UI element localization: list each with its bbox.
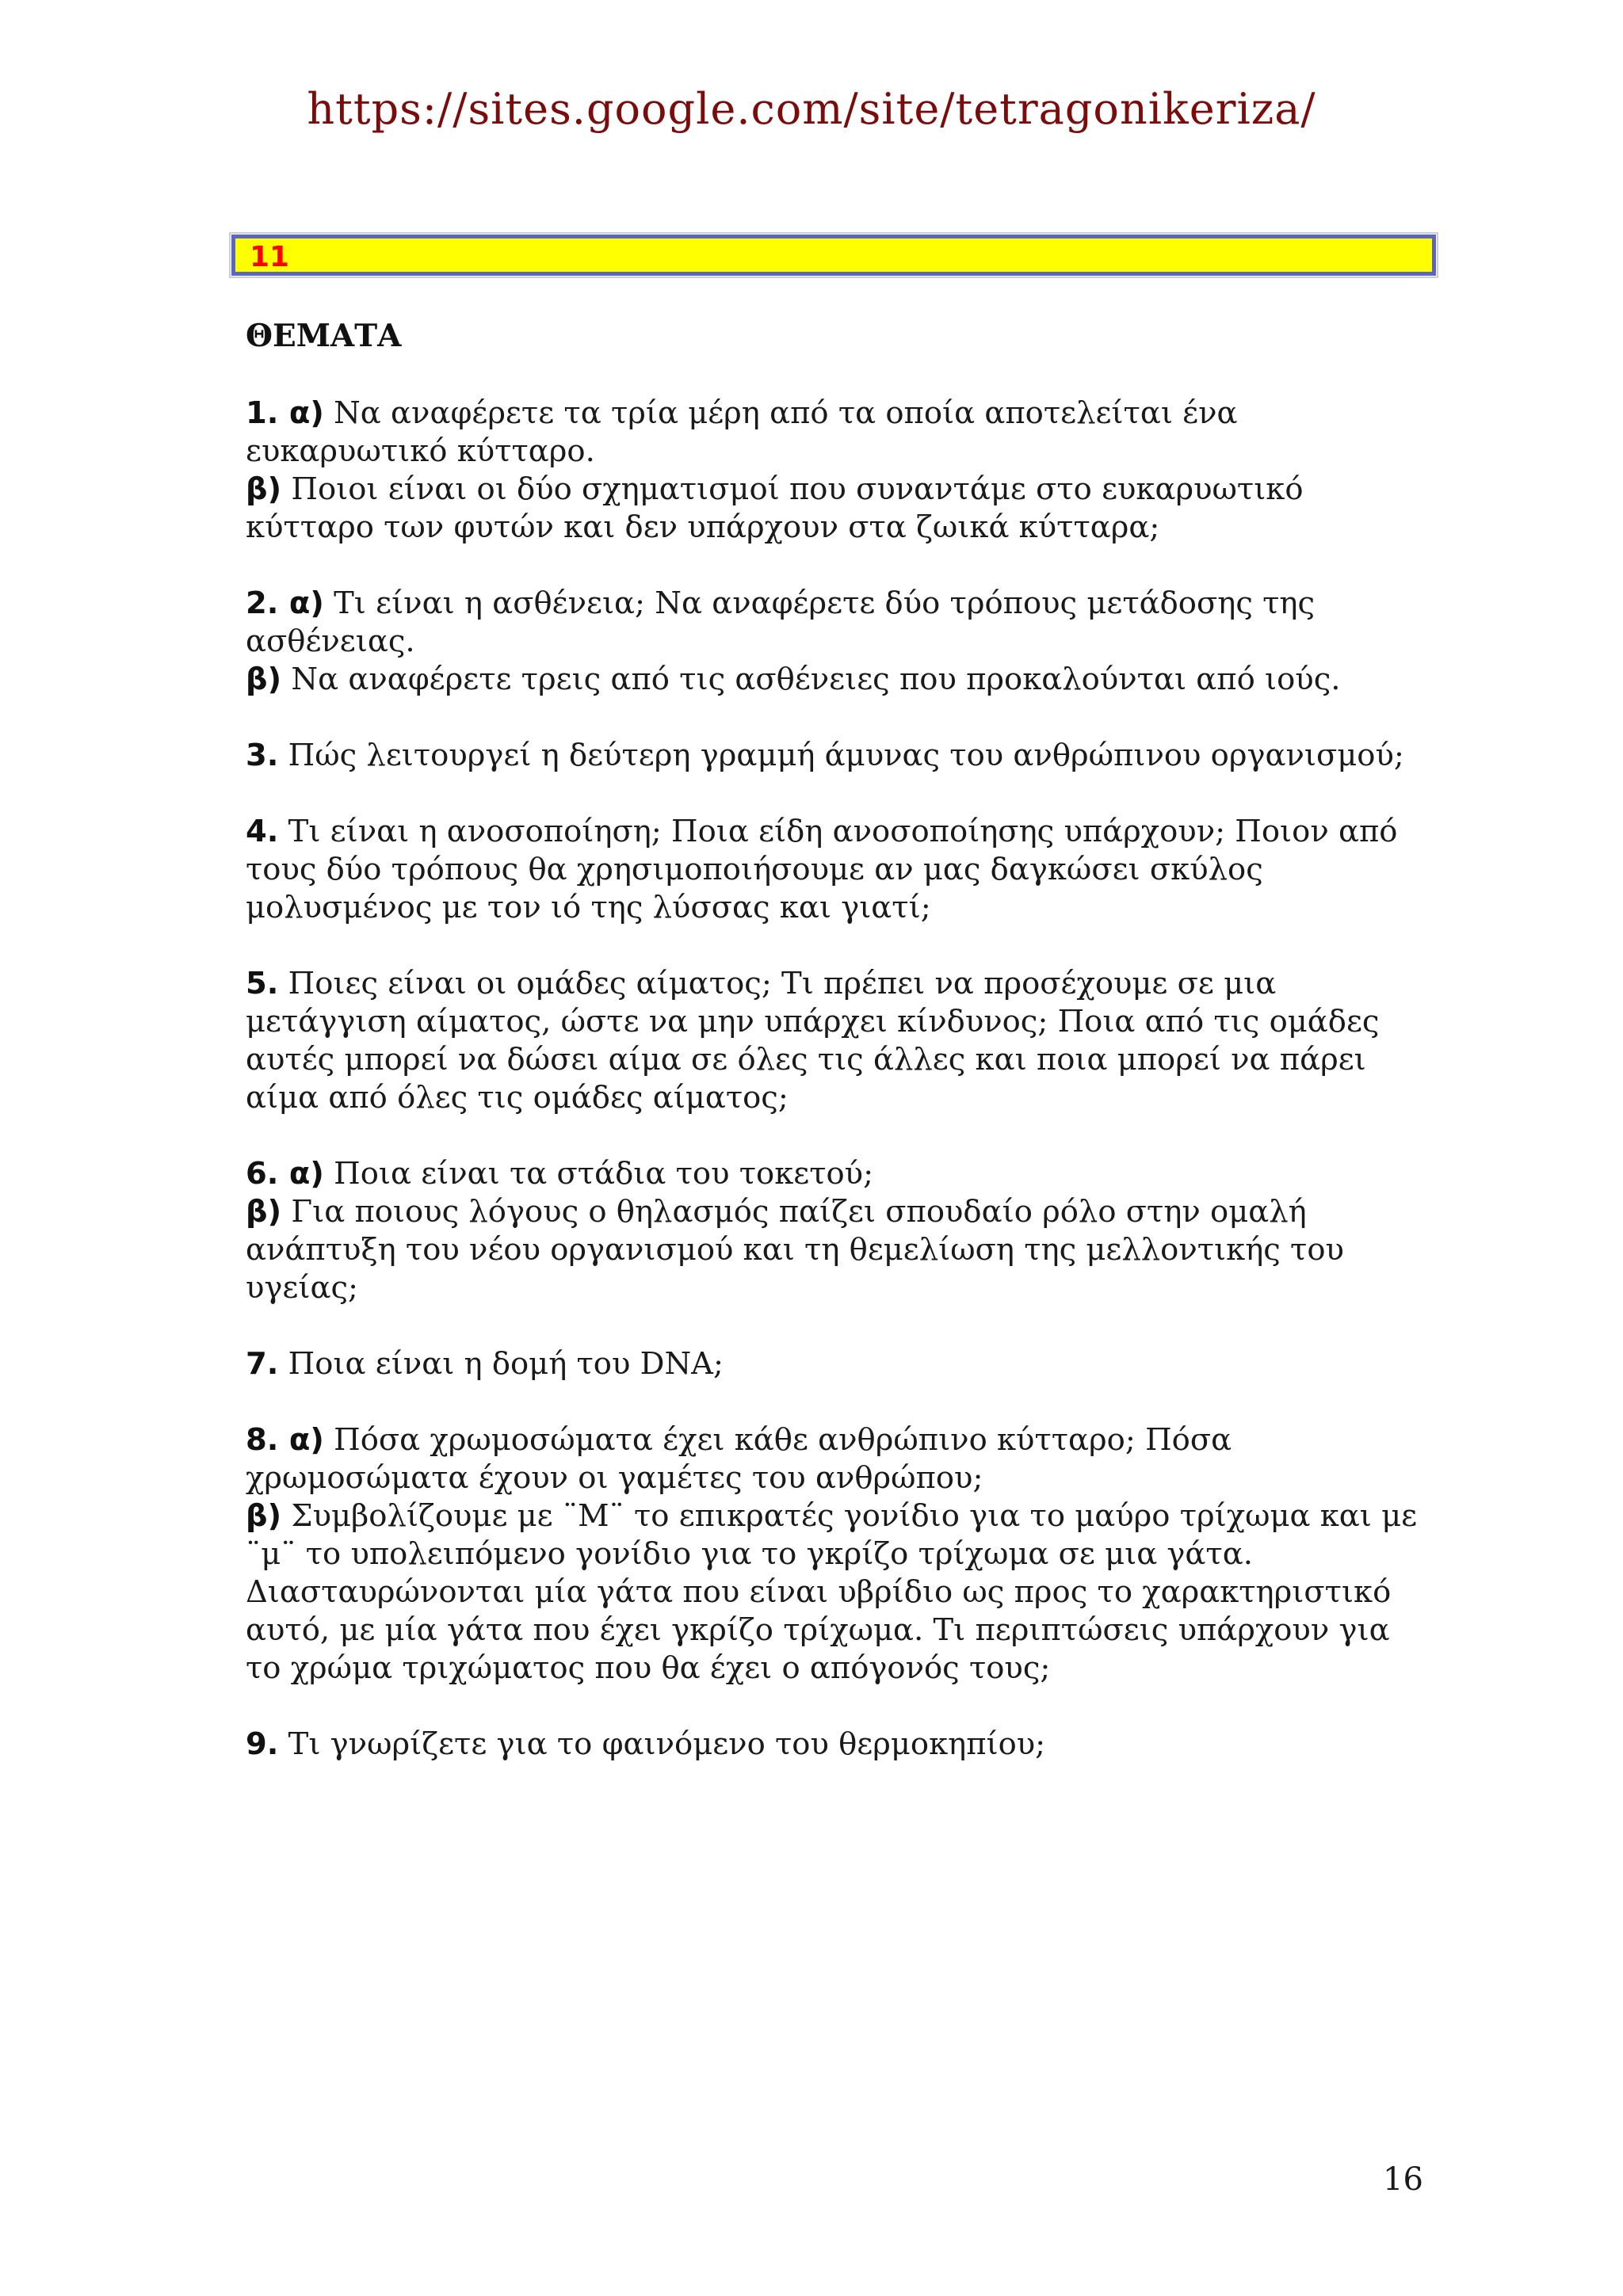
question-text: Πόσα χρωμοσώματα έχει κάθε ανθρώπινο κύτταρο; Πόσα χρωμοσώματα έχουν οι γαμέτες του ανθρώπου; <box>246 1422 1232 1496</box>
question-text: Τι είναι η ασθένεια; Να αναφέρετε δύο τρόπους μετάδοσης της ασθένειας. <box>246 585 1316 659</box>
page-heading: ΘΕΜΑΤΑ <box>246 318 402 354</box>
question-3 <box>246 737 1434 775</box>
question-part <box>246 661 1434 699</box>
question-marker: 4. <box>246 814 279 849</box>
question-part <box>246 965 1434 1117</box>
question-text: Πώς λειτουργεί η δεύτερη γραμμή άμυνας του ανθρώπινου οργανισμού; <box>278 738 1404 773</box>
question-marker: 3. <box>246 738 279 773</box>
question-text: Τι γνωρίζετε για το φαινόμενο του θερμοκηπίου; <box>278 1726 1046 1762</box>
question-marker: 5. <box>246 966 279 1001</box>
question-part <box>246 471 1434 547</box>
question-text: Ποιοι είναι οι δύο σχηματισμοί που συναντάμε στο ευκαρυωτικό κύτταρο των φυτών και δεν υπάρχουν στα ζωικά κύτταρα; <box>246 471 1304 545</box>
question-marker: 1. α) <box>246 395 324 431</box>
question-marker: 9. <box>246 1726 279 1762</box>
question-part <box>246 1497 1434 1688</box>
question-8 <box>246 1421 1434 1688</box>
question-4 <box>246 813 1434 927</box>
question-text: Συμβολίζουμε με ¨Μ¨ το επικρατές γονίδιο για το μαύρο τρίχωμα και με ¨μ¨ το υπολειπόμενο γονίδιο για το γκρίζο τρίχωμα σε μια γάτα. Διασταυρώνονται μία γάτα που είναι υβρίδιο ως προς το χαρακτηριστικό αυτό, με μία γάτα που έχει γκρίζο τρίχωμα. Τι περιπτώσεις υπάρχουν για το χρώμα τριχώματος που θα έχει ο απόγονός τους; <box>246 1498 1418 1686</box>
question-part <box>246 1155 1434 1193</box>
question-part <box>246 395 1434 471</box>
question-text: Να αναφέρετε τα τρία μέρη από τα οποία αποτελείται ένα ευκαρυωτικό κύτταρο. <box>246 395 1238 469</box>
question-marker: β) <box>246 1498 282 1534</box>
page-number: 16 <box>1383 2161 1423 2198</box>
question-part <box>246 1421 1434 1497</box>
question-marker: β) <box>246 471 282 507</box>
questions-content <box>246 317 1434 1802</box>
question-7 <box>246 1345 1434 1383</box>
question-6 <box>246 1155 1434 1307</box>
question-part <box>246 1726 1434 1764</box>
question-text: Ποια είναι τα στάδια του τοκετού; <box>323 1156 874 1192</box>
question-part <box>246 585 1434 661</box>
section-banner <box>231 235 1436 276</box>
question-9 <box>246 1726 1434 1764</box>
question-part <box>246 813 1434 927</box>
site-url-link[interactable]: https://sites.google.com/site/tetragonikeriza/ <box>307 84 1316 134</box>
question-marker: β) <box>246 662 282 697</box>
question-5 <box>246 965 1434 1117</box>
question-marker: 2. α) <box>246 585 324 621</box>
question-marker: 6. α) <box>246 1156 324 1192</box>
question-text: Να αναφέρετε τρεις από τις ασθένειες που προκαλούνται από ιούς. <box>281 662 1341 697</box>
question-text: Ποιες είναι οι ομάδες αίματος; Τι πρέπει να προσέχουμε σε μια μετάγγιση αίματος, ώστε να μην υπάρχει κίνδυνος; Ποια από τις ομάδες αυτές μπορεί να δώσει αίμα σε όλες τις άλλες και ποια μπορεί να πάρει αίμα από όλες τις ομάδες αίματος; <box>246 966 1380 1116</box>
question-part <box>246 737 1434 775</box>
question-marker: 8. α) <box>246 1422 324 1458</box>
question-marker: 7. <box>246 1346 279 1382</box>
question-part <box>246 1345 1434 1383</box>
question-marker: β) <box>246 1194 282 1230</box>
question-1 <box>246 395 1434 547</box>
question-text: Για ποιους λόγους ο θηλασμός παίζει σπουδαίο ρόλο στην ομαλή ανάπτυξη του νέου οργανισμού και τη θεμελίωση της μελλοντικής του υγείας; <box>246 1194 1344 1306</box>
question-text: Ποια είναι η δομή του DNA; <box>278 1346 724 1382</box>
question-part <box>246 1193 1434 1307</box>
question-2 <box>246 585 1434 699</box>
section-number: 11 <box>250 241 290 273</box>
question-text: Τι είναι η ανοσοποίηση; Ποια είδη ανοσοποίησης υπάρχουν; Ποιον από τους δύο τρόπους θα χρησιμοποιήσουμε αν μας δαγκώσει σκύλος μολυσμένος με τον ιό της λύσσας και γιατί; <box>246 814 1398 925</box>
